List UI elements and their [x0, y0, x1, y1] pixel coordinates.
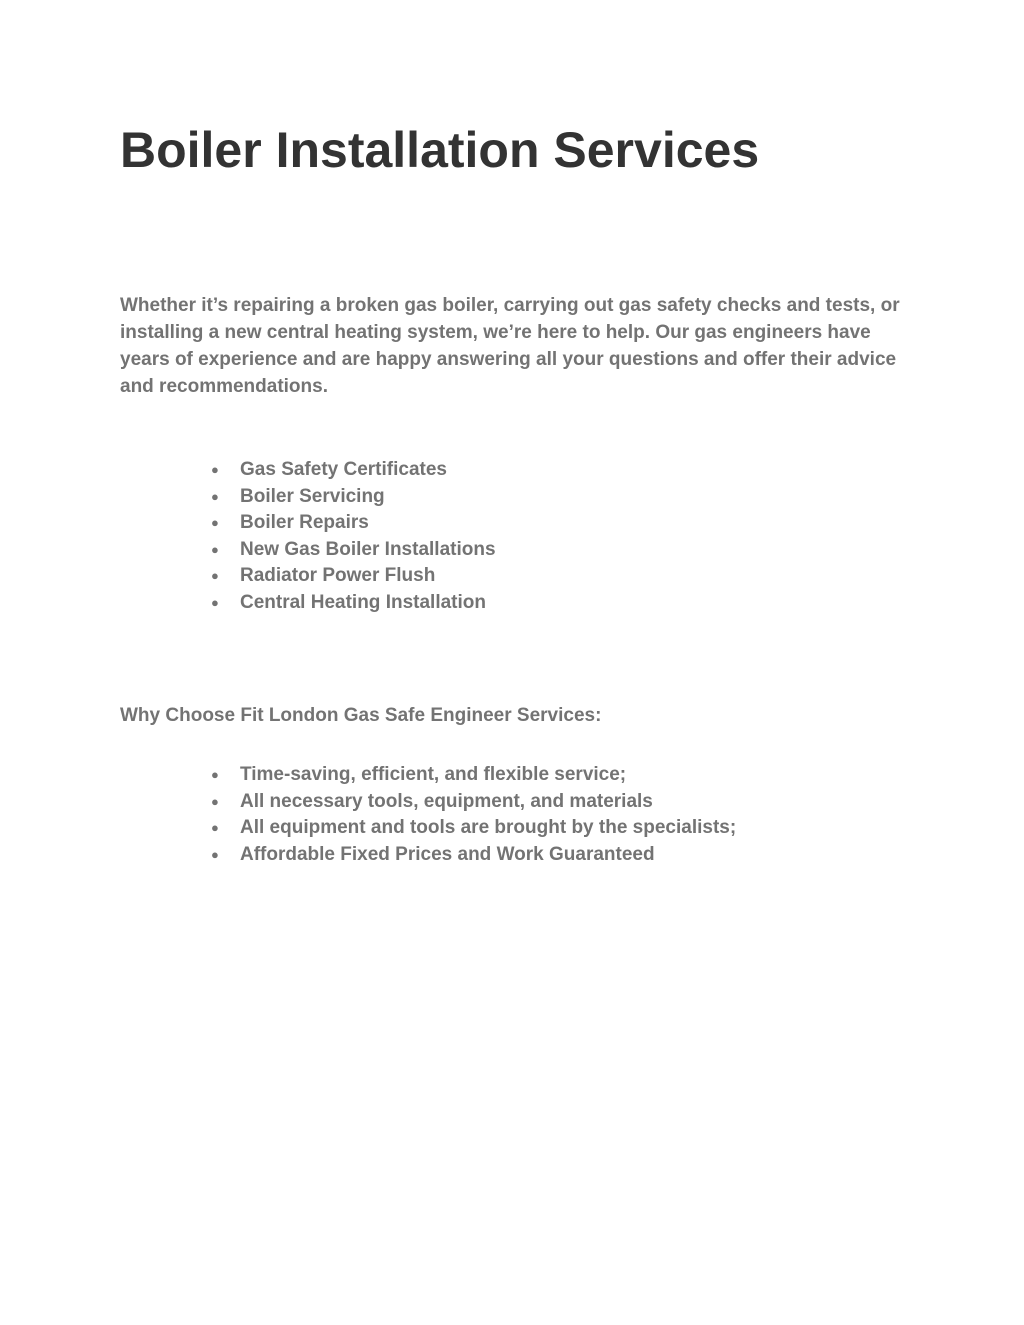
list-item — [0, 510, 496, 537]
list-item-text: Gas Safety Certificates — [240, 459, 447, 480]
bullet-icon: ● — [211, 462, 219, 477]
bullet-icon: ● — [211, 767, 219, 782]
list-item — [0, 815, 736, 842]
list-item-text: New Gas Boiler Installations — [240, 538, 496, 560]
list-item — [0, 457, 496, 484]
intro-paragraph: Whether it’s repairing a broken gas boiler, carrying out gas safety checks and tests, or installing a new central heating system, we’re here to help. Our gas engineers have years of experience and are happy answering all your questions and offer their advice and recommendations. — [120, 295, 900, 397]
list-item — [0, 484, 496, 511]
list-item-text: Affordable Fixed Prices and Work Guaranteed — [240, 843, 655, 865]
list-item — [0, 762, 736, 789]
list-item-text: Central Heating Installation — [240, 591, 486, 613]
page-title: Boiler Installation Services — [120, 122, 760, 178]
services-list — [0, 457, 496, 616]
list-item — [0, 842, 736, 869]
list-item-text: All equipment and tools are brought by the specialists; — [240, 817, 737, 838]
bullet-icon: ● — [211, 515, 219, 530]
bullet-icon: ● — [211, 793, 219, 809]
bullet-icon: ● — [211, 846, 219, 862]
bullet-icon: ● — [211, 568, 219, 583]
list-item-text: Radiator Power Flush — [240, 565, 436, 586]
reasons-list — [0, 762, 736, 868]
list-item-text: All necessary tools, equipment, and materials — [240, 790, 653, 812]
bullet-icon: ● — [211, 488, 219, 504]
list-item-text: Time-saving, efficient, and flexible service; — [240, 764, 627, 785]
list-item — [0, 789, 736, 816]
bullet-icon: ● — [211, 541, 219, 557]
list-item — [0, 590, 496, 617]
bullet-icon: ● — [211, 820, 219, 835]
list-item — [0, 537, 496, 564]
why-choose-heading: Why Choose Fit London Gas Safe Engineer Services: — [120, 705, 602, 726]
list-item-text: Boiler Repairs — [240, 512, 369, 533]
list-item — [0, 563, 496, 590]
bullet-icon: ● — [211, 594, 219, 610]
list-item-text: Boiler Servicing — [240, 485, 385, 507]
